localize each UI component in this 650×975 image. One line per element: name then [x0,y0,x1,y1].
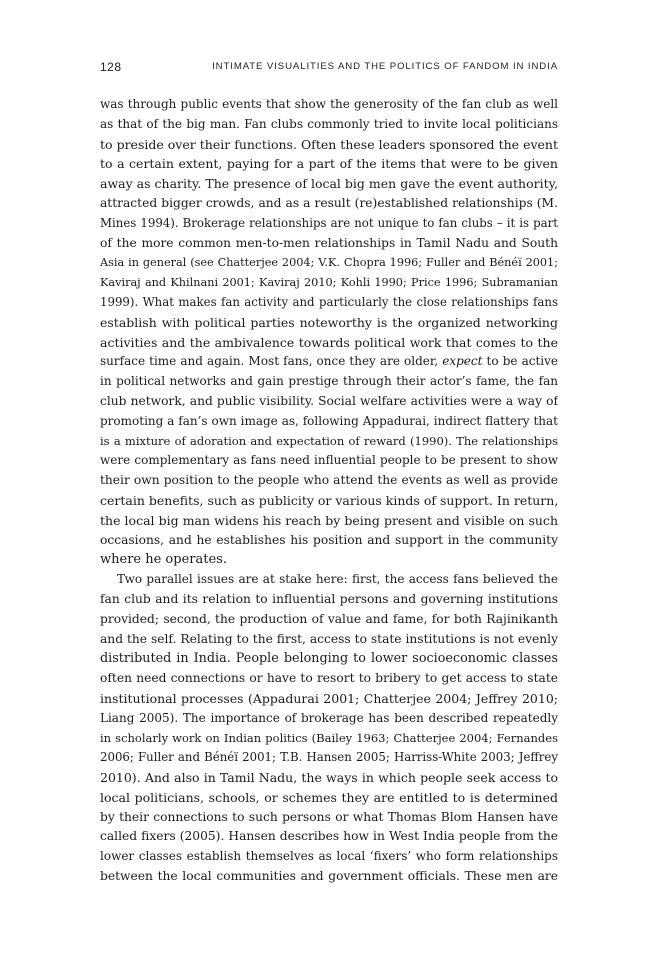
text-line: distributed in India. People belonging to lower socioeconomic classes [100,651,558,667]
paragraph-1 [100,95,558,570]
text-line: Asia in general (see Chatterjee 2004; V.K. Chopra 1996; Fuller and Bénéï 2001; [100,256,558,270]
text-line: certain benefits, such as publicity or various kinds of support. In return, [100,492,558,508]
text-line: Liang 2005). The importance of brokerage has been described repeatedly [100,710,558,725]
text-line: activities and the ambivalence towards political work that comes to the [100,334,558,350]
text-line: where he operates. [100,552,227,568]
text-line: 2010). And also in Tamil Nadu, the ways in which people seek access to [100,770,558,786]
text-line: fan club and its relation to influential persons and governing institutions [100,591,558,606]
text-line: is a mixture of adoration and expectation of reward (1990). The relationships [100,433,558,448]
text-line: establish with political parties noteworthy is the organized networking [100,314,558,330]
paragraph-2 [100,570,558,887]
text-line: was through public events that show the generosity of the fan club as well [100,97,558,111]
text-line: were complementary as fans need influential people to be present to show [100,453,558,468]
text-line: by their connections to such persons or what Thomas Blom Hansen have [100,809,558,824]
text-line: the local big man widens his reach by being present and visible on such [100,512,558,528]
text-line: to preside over their functions. Often these leaders sponsored the event [100,136,558,152]
text-line-with-emphasis [100,352,558,372]
text-line: provided; second, the production of value and fame, for both Rajinikanth [100,611,558,626]
text-line: promoting a fan’s own image as, following Appadurai, indirect flattery that [100,413,558,428]
text-line: Mines 1994). Brokerage relationships are not unique to fan clubs – it is part [100,215,558,230]
text-line: in scholarly work on Indian politics (Bailey 1963; Chatterjee 2004; Fernandes [100,730,558,745]
text-line: called fixers (2005). Hansen describes how in West India people from the [100,829,558,844]
text-line: their own position to the people who attend the events as well as provide [100,473,558,488]
emphasized-word: expect [442,354,483,369]
text-line: in political networks and gain prestige through their actor’s fame, the fan [100,374,558,389]
text-line: club network, and public visibility. Social welfare activities were a way of [100,393,558,408]
running-head [100,60,558,76]
text-line: attracted bigger crowds, and as a result (re)established relationships (M. [100,195,558,210]
running-title: INTIMATE VISUALITIES AND THE POLITICS OF FANDOM IN INDIA [212,61,558,72]
text-line: local politicians, schools, or schemes they are entitled to is determined [100,789,558,805]
text-line: 1999). What makes fan activity and particularly the close relationships fans [100,294,558,309]
text-line: to a certain extent, paying for a part of the items that were to be given [100,156,558,172]
page-number: 128 [100,60,122,74]
text-line: 2006; Fuller and Bénéï 2001; T.B. Hansen 2005; Harriss-White 2003; Jeffrey [100,750,558,765]
text-line: between the local communities and government officials. These men are [100,869,558,884]
text-line: often need connections or have to resort to bribery to get access to state [100,671,558,686]
text-line: institutional processes (Appadurai 2001; Chatterjee 2004; Jeffrey 2010; [100,690,558,706]
body-text [100,95,558,887]
text-line: away as charity. The presence of local big men gave the event authority, [100,176,558,192]
text-line: as that of the big man. Fan clubs commonly tried to invite local politicians [100,116,558,131]
text-line: of the more common men-to-men relationships in Tamil Nadu and South [100,235,558,250]
text-segment: to be active [486,354,558,369]
text-segment: surface time and again. Most fans, once they are older, [100,354,439,369]
text-line: Kaviraj and Khilnani 2001; Kaviraj 2010; Kohli 1990; Price 1996; Subramanian [100,276,558,290]
text-line: Two parallel issues are at stake here: first, the access fans believed the [117,572,558,587]
text-line: and the self. Relating to the first, access to state institutions is not evenly [100,631,558,646]
text-line: occasions, and he establishes his position and support in the community [100,532,558,547]
text-line: lower classes establish themselves as local ‘fixers’ who form relationships [100,849,558,864]
